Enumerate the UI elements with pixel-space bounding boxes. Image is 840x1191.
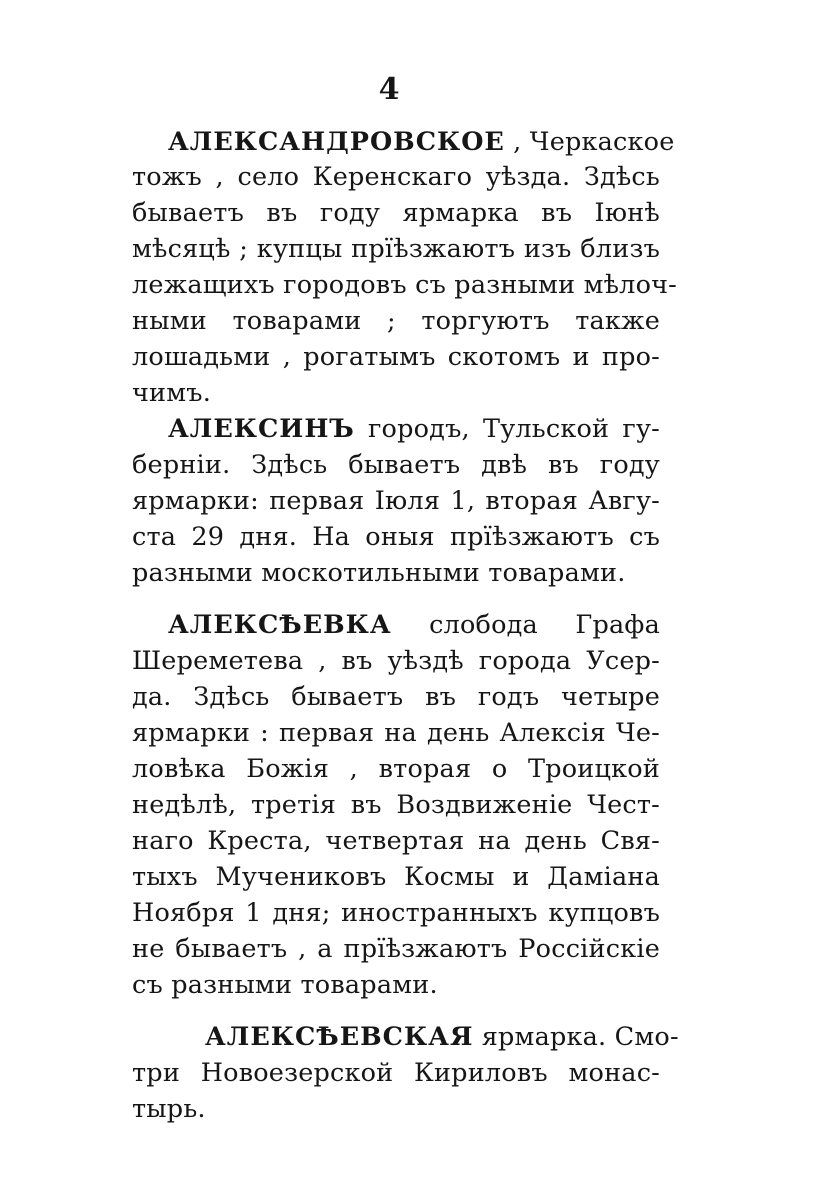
entry-line: недѣлѣ, третія въ Воздвиженіе Чест- xyxy=(132,790,660,820)
entry-line: тырь. xyxy=(132,1094,206,1124)
entry-line: берніи. Здѣсь бываетъ двѣ въ году xyxy=(132,450,660,480)
entry-text: , Черкаское xyxy=(504,127,675,157)
entry-line: наго Креста, четвертая на день Свя- xyxy=(132,826,660,856)
entry-line xyxy=(168,125,675,159)
entry-text: городъ, Тульской гу- xyxy=(354,414,660,444)
entry-line: Ноября 1 дня; иностранныхъ купцовъ xyxy=(132,898,660,928)
page-number: 4 xyxy=(378,72,400,107)
entry-line: ярмарки : первая на день Алексія Че- xyxy=(132,718,660,748)
entry-headword: АЛЕКСѢЕВСКАЯ xyxy=(205,1022,474,1052)
entry-line: ными товарами ; торгуютъ также xyxy=(132,306,660,336)
entry-line: ловѣка Божія , вторая о Троицкой xyxy=(132,754,660,784)
entry-text: слобода Графа xyxy=(391,610,660,640)
entry-line: бываетъ въ году ярмарка въ Іюнѣ xyxy=(132,198,660,228)
entry-line: мѣсяцѣ ; купцы прїѣзжаютъ изъ близъ xyxy=(132,234,660,264)
entry-line: ярмарки: первая Іюля 1, вторая Авгу- xyxy=(132,486,660,516)
entry-line: тожъ , село Керенскаго уѣзда. Здѣсь xyxy=(132,162,660,192)
entry-headword: АЛЕКСѢЕВКА xyxy=(168,610,392,640)
entry-headword: АЛЕКСИНЪ xyxy=(168,414,355,444)
entry-line: лошадьми , рогатымъ скотомъ и про- xyxy=(132,342,660,372)
entry-line: тыхъ Мучениковъ Космы и Даміана xyxy=(132,862,660,892)
entry-line: разными москотильными товарами. xyxy=(132,558,626,588)
entry-line: съ разными товарами. xyxy=(132,970,438,1000)
entry-headword: АЛЕКСАНДРОВСКОЕ xyxy=(168,127,505,157)
entry-line xyxy=(168,412,660,446)
entry-line: не бываетъ , а прїѣзжаютъ Россійскіе xyxy=(132,934,660,964)
entry-line: лежащихъ городовъ съ разными мѣлоч- xyxy=(132,270,678,300)
entry-line: да. Здѣсь бываетъ въ годъ четыре xyxy=(132,682,660,712)
entry-line: Шереметева , въ уѣздѣ города Усер- xyxy=(132,646,660,676)
entry-text: ярмарка. Смо- xyxy=(473,1022,679,1052)
entry-line: три Новоезерской Кириловъ монас- xyxy=(132,1058,660,1088)
entry-line xyxy=(168,608,660,642)
entry-line: чимъ. xyxy=(132,378,212,408)
entry-line xyxy=(205,1020,679,1054)
entry-line: ста 29 дня. На оныя прїѣзжаютъ съ xyxy=(132,522,660,552)
